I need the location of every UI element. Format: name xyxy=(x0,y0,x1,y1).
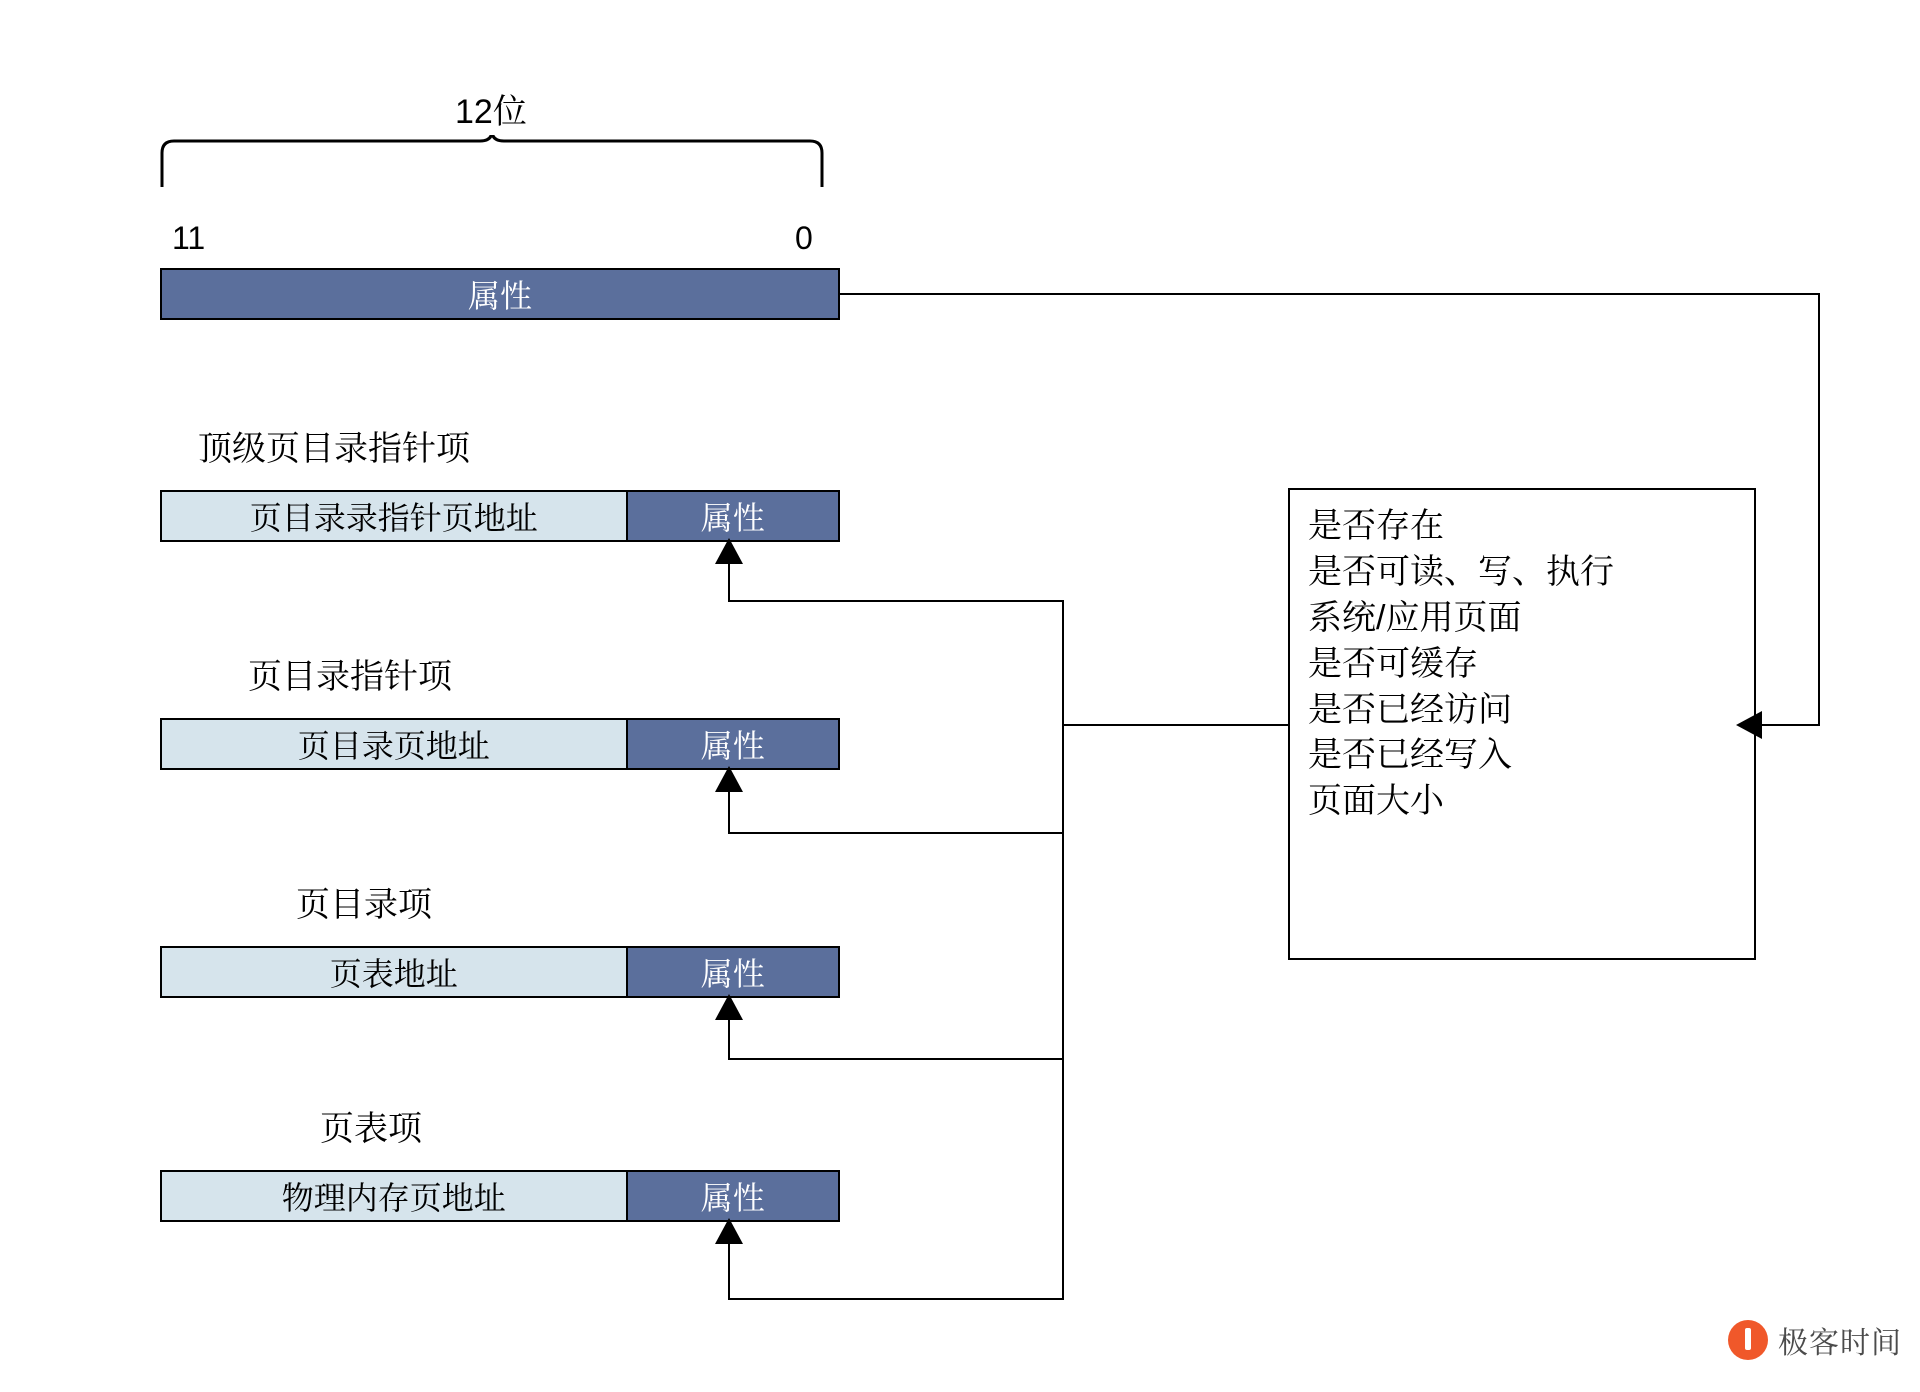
attribute-cell-pdp: 属性 xyxy=(626,720,838,768)
arrowhead-row2 xyxy=(713,766,745,796)
attribute-item-cacheable: 是否可缓存 xyxy=(1308,644,1478,683)
attribute-cell-pd: 属性 xyxy=(626,948,838,996)
arrowhead-row1 xyxy=(713,538,745,568)
address-cell-pt: 物理内存页地址 xyxy=(162,1172,626,1220)
attribute-item-system-or-user: 系统/应用页面 xyxy=(1308,598,1522,637)
attribute-item-page-size: 页面大小 xyxy=(1308,782,1444,821)
top-attribute-cell: 属性 xyxy=(162,270,838,318)
bit-width-label: 12位 xyxy=(455,93,527,131)
arrowhead-row3 xyxy=(713,994,745,1024)
connector-row3-horizontal xyxy=(728,1058,1064,1060)
attribute-cell-top-level-pdp: 属性 xyxy=(626,492,838,540)
connector-row1-horizontal xyxy=(728,600,1064,602)
row-title-pt: 页表项 xyxy=(320,1110,422,1148)
top-attribute-bar xyxy=(160,268,840,320)
connector-row1-vertical xyxy=(728,562,730,602)
bit-index-low: 0 xyxy=(795,220,813,256)
watermark xyxy=(1728,1318,1902,1362)
arrowhead-row4 xyxy=(713,1218,745,1248)
attribute-item-accessed: 是否已经访问 xyxy=(1308,690,1512,729)
attribute-item-rwx: 是否可读、写、执行 xyxy=(1308,552,1614,591)
entry-bar-top-level-pdp xyxy=(160,490,840,542)
row-title-pd: 页目录项 xyxy=(296,886,432,924)
row-title-pdp: 页目录指针项 xyxy=(248,658,452,696)
entry-bar-pt xyxy=(160,1170,840,1222)
entry-bar-pd xyxy=(160,946,840,998)
connector-row4-horizontal xyxy=(728,1298,1064,1300)
attributes-description-box xyxy=(1288,488,1756,960)
attribute-cell-pt: 属性 xyxy=(626,1172,838,1220)
address-cell-pdp: 页目录页地址 xyxy=(162,720,626,768)
bit-width-bracket xyxy=(150,135,850,190)
connector-top-horizontal xyxy=(840,293,1820,295)
address-cell-top-level-pdp: 页目录录指针页地址 xyxy=(162,492,626,540)
connector-row2-vertical xyxy=(728,790,730,834)
connector-row4-vertical xyxy=(728,1242,730,1300)
connector-box-left-stub xyxy=(1062,724,1288,726)
geekbang-logo-icon xyxy=(1728,1320,1768,1360)
connector-top-vertical xyxy=(1818,293,1820,725)
connector-main-trunk xyxy=(1062,600,1064,1300)
row-title-top-level-pdp: 顶级页目录指针项 xyxy=(198,430,470,468)
bit-index-high: 11 xyxy=(172,220,206,256)
attribute-item-dirty: 是否已经写入 xyxy=(1308,736,1512,775)
attribute-item-exists: 是否存在 xyxy=(1308,507,1444,545)
arrowhead-into-box-right xyxy=(1736,709,1766,741)
connector-row3-vertical xyxy=(728,1018,730,1060)
address-cell-pd: 页表地址 xyxy=(162,948,626,996)
connector-row2-horizontal xyxy=(728,832,1064,834)
entry-bar-pdp xyxy=(160,718,840,770)
watermark-text: 极客时间 xyxy=(1778,1327,1902,1360)
